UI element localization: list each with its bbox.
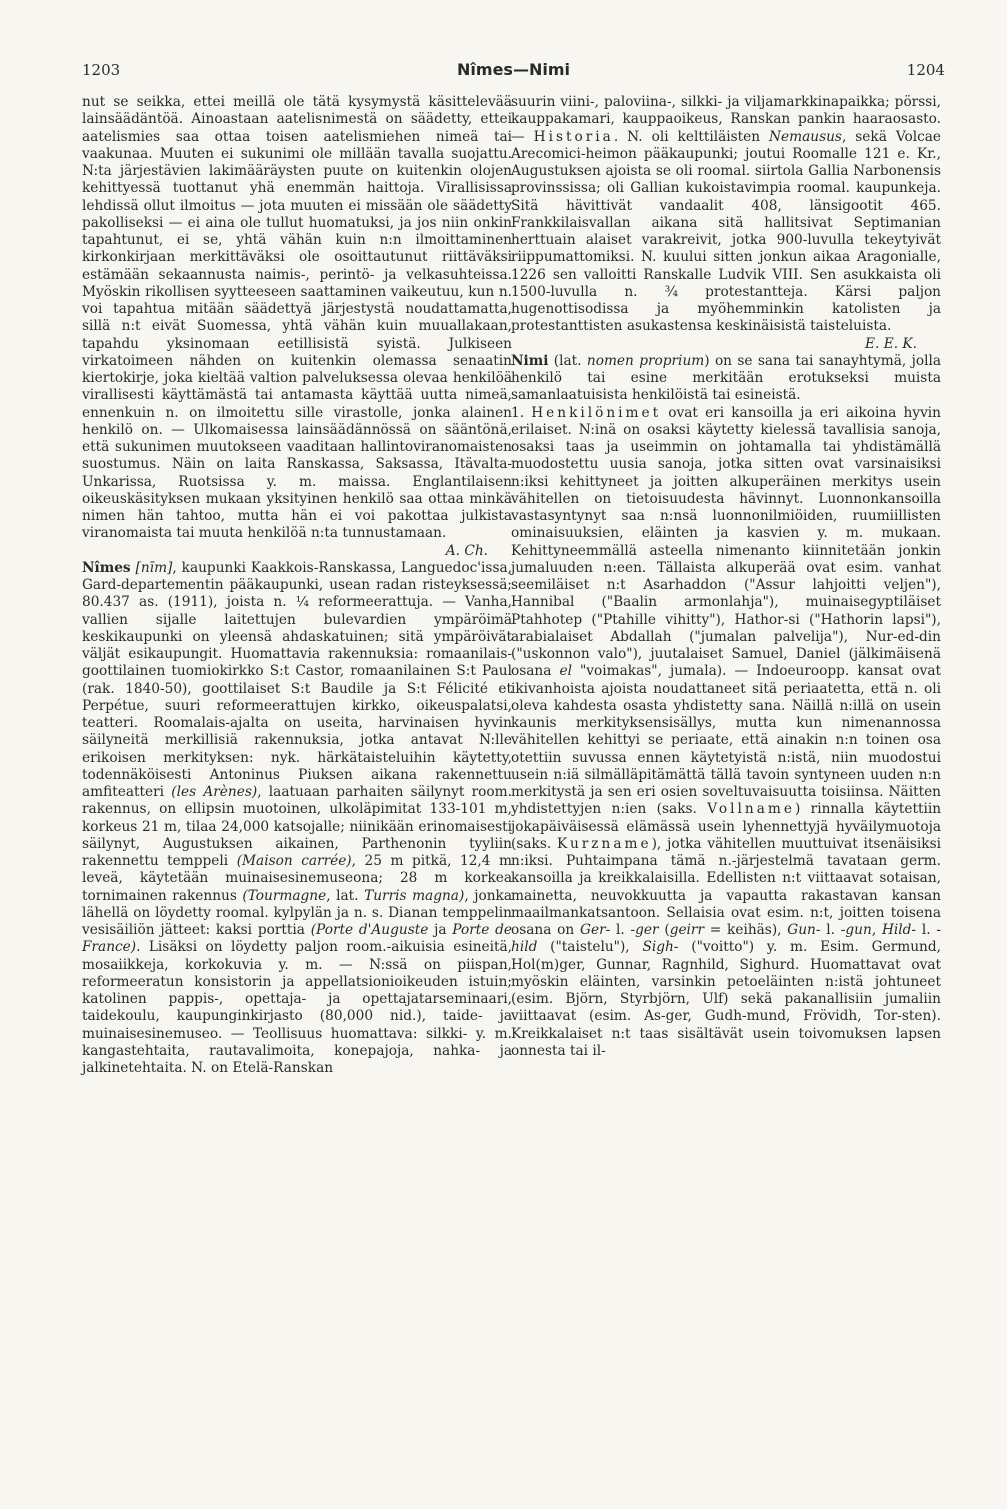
pronunciation-nimes: [nīm]: [135, 559, 173, 576]
nimi-text-a: (lat.: [548, 352, 587, 369]
paragraph-name-law: nut se seikka, ettei meillä ole tätä kysymystä käsittelevää lainsäädäntöä. Ainoastaan aatelisnimestä on säädetty, ettei aatelismies saa ottaa toisen aatelismiehen nimeä tai vaakunaa. Muuten ei sukunimi ole millään tavalla suojattu. N:ta järjestävien lakimääräysten puute on kuitenkin olojen kehittyessä tuottanut yhä enemmän haittoja. Virallisissa lehdissä ollut ilmoitus — jota muuten ei missään ole säädetty pakolliseksi — ei aina ole tullut huomatuksi, ja jos niin onkin tapahtunut, ei se, yhtä vähän kuin n:n ilmoittaminen kirkonkirjaan merkittäväksi ole osoittautunut riittäväksi estämään sekaannusta naimis-, perintö- ja velkasuhteissa. Myöskin rikollisen syytteeseen saattaminen vaikeutuu, kun n. voi tapahtua mitään säädettyä järjestystä noudattamatta, sillä n:t eivät Suomessa, yhtä vähän kuin muuallakaan, tapahdu yksinomaan eetillisistä syistä. Julkiseen virkatoimeen nähden on kuitenkin olemassa senaatin kiertokirje, joka kieltää valtion palveluksessa olevaa henkilöä virallisesti käyttämästä tai antamasta käyttää uutta nimeä, ennenkuin n. on ilmoitettu sille virastolle, jonka alainen henkilö on. — Ulkomaisessa lainsäädännössä on sääntönä, että sukunimen muutokseen vaaditaan hallintoviranomaisten suostumus. Näin on laita Ranskassa, Saksassa, Itävalta-Unkarissa, Ruotsissa y. m. maissa. Englantilaisen oikeuskäsityksen mukaan yksityinen henkilö saa ottaa minkä nimen hän tahtoo, mutta hän ei voi pakottaa julkista viranomaista tai muuta henkilöä n:ta tunnustamaan.: [82, 94, 512, 542]
nimes-text-a: , kaupunki Kaakkois-Ranskassa, Languedoc'issa, Gard-departementin pääkaupunki, usean radan risteyksessä; 80.437 as. (1911), joista n.: [82, 559, 512, 611]
section-heading-henkilonimet: Henkilönimet: [531, 404, 662, 421]
section-henkilonimet: [511, 405, 941, 1061]
spaced-vollname: Vollname: [707, 801, 795, 818]
nimes-italic-arenes: (les Arènes): [171, 784, 258, 800]
italic-nemausus: Nemausus: [769, 128, 842, 145]
section-text-l: ("voitto") y. m. Esim. Germund, Hol(m)ger, Gunnar, Ragnhild, Sighurd. Huomattavat ovat myöskin eläinten, varsinkin petoeläinten n:istä johtuneet (esim. Björn, Styrbjörn, Ulf) sekä pakanallisiin jumaliin viittaavat (esim. As-ger, Gudh-mund, Frövidh, Tor-sten). Kreikkalaiset n:t taas sisältävät usein toivomuksen lapsen onnesta tai il-: [511, 939, 941, 1059]
section-text-g: = keihäs),: [704, 922, 788, 938]
nimi-text-b: ) on se sana tai sanayhtymä, jolla henkilö tai esine merkitään erotukseksi muista samanlaatuisista henkilöistä tai esineistä.: [511, 352, 942, 404]
nimes-text-d: , 25 m pitkä, 12,4 m leveä, käytetään muinaisesinemuseona; 28 m korkea tornimainen rakennus: [82, 853, 512, 904]
page-number-left: 1203: [82, 61, 121, 79]
nimes-text-f: . Lisäksi on löydetty paljon room.-aikuisia esineitä, mosaiikkeja, korkokuvia y. m. — N:ssä on piispan, reformeeratun konsistorin ja appellatsionioikeuden istuin; katolinen pappis-, opettaja- ja opettajatarseminaari, taidekoulu, kaupunginkirjasto (80,000 nid.), taide- ja muinaisesinemuseo. — Teollisuus huomattava: silkki- y. m. kangastehtaita, rautavalimoita, konepajoja, nahka- ja jalkinetehtaita. N. on Etelä-Ranskan: [82, 939, 512, 1076]
section-text-j: l.: [916, 922, 937, 938]
nimes-text-c: , laatuaan parhaiten säilynyt room. rakennus, on ellipsin muotoinen, ulkoläpimitat 133-101 m, korkeus 21 m, tilaa 24,000 katsojalle; niinikään erinomaisesti säilynyt, Augustuksen aikainen, Parthenonin tyyliin rakennettu temppeli: [82, 784, 512, 869]
nimes-text-e: , jonka lähellä on löydetty roomal. kylpylän ja n. s. Dianan temppelin vesisäiliön jätteet: kaksi porttia: [82, 887, 512, 938]
section-text-i: ,: [871, 922, 882, 938]
author-signature-ach: A. Ch.: [445, 542, 488, 559]
right-text-c: , sekä Volcae Arecomici-heimon pääkaupunki; joutui Roomalle 121 e. Kr., Augustuksen ajoista se oli roomal. siirtola Gallia Narbonensis provinssissa; oli Gallian kukoistavimpia roomal. kaupunkeja. Sitä hävittivät vandaalit 408, länsigootit 465. Frankkilaisvallan aikana sitä hallitsivat Septimanian herttuain alaiset varakreivit, jotka 900-luvulla tekeytyivät riippumattomiksi. N. kuului sitten jonkun aikaa Aragonialle, 1226 sen valloitti Ranskalle Ludvik VIII. Sen asukkaista oli 1500-luvulla n.: [511, 128, 941, 300]
entry-nimi: [511, 353, 941, 405]
section-text-e: l.: [610, 922, 631, 938]
italic-ger-suffix: -ger: [630, 922, 659, 938]
nimes-italic-porte-france: Porte de France): [82, 922, 512, 956]
entry-nimes-continued: [511, 94, 941, 336]
page-title: Nîmes—Nimi: [457, 60, 570, 79]
italic-nomen-proprium: nomen proprium: [586, 352, 705, 369]
section-text-a: ovat eri kansoilla ja eri aikoina hyvin erilaiset. N:inä on osaksi käytetty kielessä tavallisia sanoja, osaksi taas ja useimmin on johtamalla tai yhdistämällä muodostettu uusia sanoja, jotka sitten ovat varsinaisiksi n:iksi kehittyneet ja joitten alkuperäinen merkitys usein vähitellen on tietoisuudesta hävinnyt. Luonnonkansoilla vastasyntynyt saa n:nsä luonnonilmiöiden, ruumiillisten ominaisuuksien, eläinten ja kasvien y. m. mukaan. Kehittyneemmällä asteella nimenanto kiinnitetään jonkin jumaluuden n:een. Tällaista alkuperää ovat esim. vanhat seemiläiset n:t Asarhaddon ("Assur lahjoitti veljen"), Hannibal ("Baalin armonlahja"), muinaisegyptiläiset Ptahhotep ("Ptahille vihitty"), Hathor-si ("Hathorin lapsi"), arabialaiset Abdallah ("jumalan palvelija"), Nur-ed-din ("uskonnon valo"), juutalaiset Samuel, Daniel (jälkimäisenä osana: [511, 404, 941, 680]
section-historia: Historia: [533, 128, 614, 145]
right-text-d: protestantteja. Kärsi paljon hugenottisodissa ja myöhemminkin katolisten ja protestanttisten asukastensa keskinäisistä taisteluista.: [511, 283, 941, 335]
right-text-b: . N. oli kelttiläisten: [613, 128, 770, 145]
section-number: 1.: [511, 404, 532, 421]
nimes-italic-turris: Turris magna): [364, 887, 465, 904]
nimes-fraction: ¼: [295, 594, 309, 611]
italic-hild-suffix: -hild: [511, 922, 941, 956]
entry-nimes: [82, 560, 512, 1078]
italic-sigh: Sigh-: [642, 939, 679, 956]
section-text-h: l.: [820, 922, 841, 938]
headword-nimes: Nîmes: [82, 559, 131, 576]
nimes-text-e2: ja: [428, 922, 453, 938]
page-number-right: 1204: [906, 61, 945, 79]
right-fraction: ¾: [664, 283, 678, 300]
section-text-f: (: [658, 922, 670, 938]
italic-gun-suffix: -gun: [840, 922, 872, 938]
nimes-italic-porte-auguste: (Porte d'Auguste: [310, 922, 429, 938]
italic-ger: Ger-: [580, 922, 611, 938]
nimes-italic-tourmagne: (Tourmagne: [242, 887, 327, 904]
author-signature-eek: E. E. K.: [865, 335, 917, 352]
running-head: [82, 60, 945, 88]
nimes-text-d2: , lat.: [326, 887, 365, 904]
italic-gun: Gun-: [787, 922, 821, 938]
spaced-kurzname: Kurzname: [557, 835, 652, 852]
right-column: [511, 94, 941, 1494]
section-text-d: ), jotka vähitellen muuttuivat itsenäisiksi n:iksi. Puhtaimpana tämä n.-järjestelmä tavataan germ. kansoilla ja kreikkalaisilla. Edellisten n:t viittaavat sotaisan, mainetta, neuvokkuutta ja vapautta rakastavan kansan maailmankatsantoon. Sellaisia ovat esim. n:t, joitten toisena osana on: [511, 835, 941, 938]
left-column: [82, 94, 512, 1494]
section-text-k: ("taistelu"),: [537, 939, 643, 956]
section-text-c: ) rinnalla käytettiin jokapäiväisessä elämässä usein lyhennettyjä hyväilymuotoja (saks.: [511, 801, 942, 852]
italic-el: el: [559, 663, 572, 680]
nimes-italic-maison: (Maison carrée): [236, 853, 352, 869]
section-text-b: "voimakas", jumala). — Indoeuroopp. kansat ovat ikivanhoista ajoista noudattaneet sitä periaatetta, että n. oli oleva kahdesta osasta yhdistetty sana. Näillä n:illä on usein kaunis merkityksensisällys, mutta kun nimenannossa vähitellen kehittyi se periaate, että ainakin n:n toinen osa otettiin suvussa ennen käytetyistä n:istä, niin muodostui usein n:iä silmälläpitämättä tällä tavoin syntyneen uuden n:n merkitystä ja sen eri osien soveltuvaisuutta toisiinsa. Näitten yhdistettyjen n:ien (saks.: [511, 663, 941, 818]
headword-nimi: Nimi: [511, 352, 549, 369]
nimes-text-b: reformeerattuja. — Vanha, vallien sijalle laitettujen bulevardien ympäröimä keskikaupunki on yleensä ahdaskatuinen; sitä ympäröivät väljät esikaupungit. Huomattavia rakennuksia: romaanilais-goottilainen tuomiokirkko S:t Castor, romaanilainen S:t Paul (rak. 1840-50), goottilaiset S:t Baudile ja S:t Félicité et Perpétue, suuri reformeerattujen kirkko, oikeuspalatsi, teatteri. Roomalais-ajalta on useita, harvinaisen hyvin säilyneitä merkillisiä rakennuksia, jotka antavat N:lle erikoisen merkityksen: nyk. härkätaisteluihin käytetty, todennäköisesti Antoninus Piuksen aikana rakennettu amfiteatteri: [82, 594, 512, 800]
italic-geirr: geirr: [669, 922, 705, 938]
italic-hild: Hild-: [881, 922, 917, 938]
right-text-a: suurin viini-, paloviina-, silkki- ja viljamarkkinapaikka; pörssi, kauppakamari, kauppaoikeus, Ranskan pankin haaraosasto. —: [511, 94, 941, 145]
